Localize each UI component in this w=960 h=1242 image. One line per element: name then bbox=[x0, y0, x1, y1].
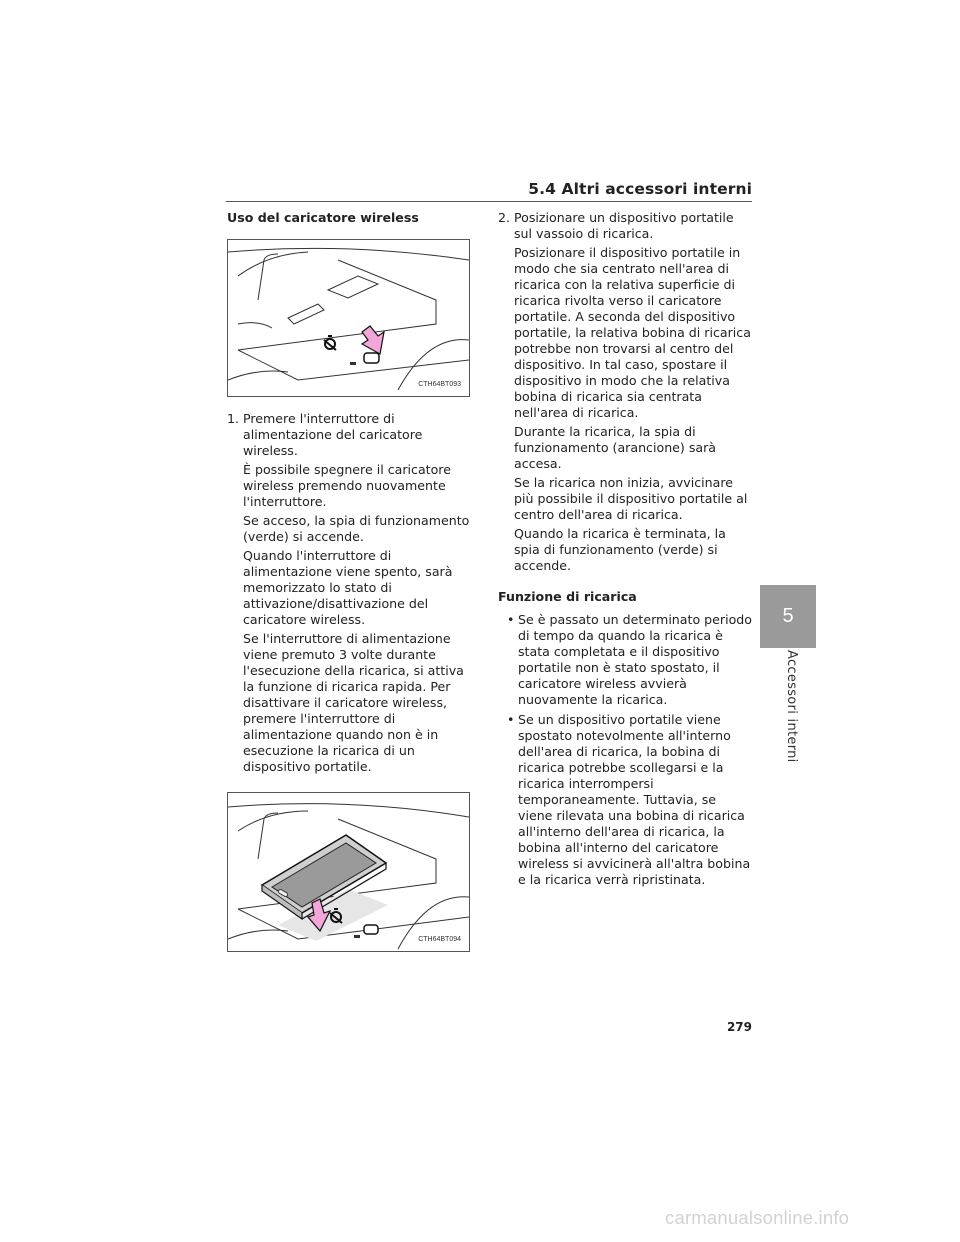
bullet-marker: • bbox=[507, 712, 515, 727]
list-item bbox=[498, 712, 754, 888]
indicator-light bbox=[350, 362, 356, 365]
indicator-light bbox=[354, 935, 360, 938]
step-2-note: Durante la ricarica, la spia di funzionamento (arancione) sarà accesa. bbox=[514, 424, 717, 471]
figure-code: CTH64BT094 bbox=[418, 936, 461, 943]
list-item bbox=[498, 612, 754, 708]
page-number: 279 bbox=[726, 1020, 752, 1034]
left-column bbox=[227, 210, 477, 966]
charger-tray-illustration bbox=[228, 240, 469, 396]
step-2-note: Se la ricarica non inizia, avvicinare più possibile il dispositivo portatile al centro dell'area di ricarica. bbox=[514, 475, 748, 522]
step-1-note: È possibile spegnere il caricatore wireless premendo nuovamente l'interruttore. bbox=[243, 462, 451, 509]
step-2-instruction: Posizionare un dispositivo portatile sul vassoio di ricarica. bbox=[514, 210, 734, 241]
step-1-note: Quando l'interruttore di alimentazione viene spento, sarà memorizzato lo stato di attivazione/disattivazione del caricatore wireless. bbox=[243, 548, 453, 627]
step-2-note: Quando la ricarica è terminata, la spia di funzionamento (verde) si accende. bbox=[514, 526, 726, 573]
power-switch bbox=[364, 925, 378, 934]
step-2 bbox=[498, 210, 754, 577]
section-title-charging-function: Funzione di ricarica bbox=[498, 589, 637, 604]
step-1 bbox=[227, 411, 477, 778]
section-title-usage: Uso del caricatore wireless bbox=[227, 210, 419, 225]
figure-charger-switch bbox=[227, 239, 470, 397]
bullet-marker: • bbox=[507, 612, 515, 627]
header-divider bbox=[226, 201, 752, 202]
list-item-text: Se è passato un determinato periodo di tempo da quando la ricarica è stata completata e il dispositivo portatile non è stato spostato, il caricatore wireless avvierà nuovamente la ricarica. bbox=[518, 612, 752, 707]
page-header-title: 5.4 Altri accessori interni bbox=[528, 180, 752, 198]
chapter-tab bbox=[760, 585, 816, 648]
figure-code: CTH64BT093 bbox=[418, 381, 461, 388]
step-2-note: Posizionare il dispositivo portatile in modo che sia centrato nell'area di ricarica con la relativa superficie di ricarica rivolta verso il caricatore portatile. A seconda del dispositivo portatile, la relativa bobina di ricarica potrebbe non trovarsi al centro del dispositivo. In tal caso, spostare il dispositivo in modo che la relativa bobina di ricarica sia centrata nell'area di ricarica. bbox=[514, 245, 751, 420]
right-column bbox=[498, 210, 754, 892]
step-1-note: Se l'interruttore di alimentazione viene premuto 3 volte durante l'esecuzione della ricarica, si attiva la funzione di ricarica rapida. Per disattivare il caricatore wireless, premere l'interruttore di alimentazione quando non è in esecuzione la ricarica di un dispositivo portatile. bbox=[243, 631, 464, 774]
power-switch bbox=[364, 353, 379, 363]
phone-tray-illustration bbox=[228, 793, 469, 951]
step-1-instruction: Premere l'interruttore di alimentazione del caricatore wireless. bbox=[243, 411, 423, 458]
list-item-text: Se un dispositivo portatile viene spostato notevolmente all'interno dell'area di ricarica, la bobina di ricarica potrebbe scollegarsi e la ricarica interrompersi temporaneamente. Tuttavia, se viene rilevata una bobina di ricarica all'interno dell'area di ricarica, la bobina all'interno del caricatore wireless si avvicinerà all'altra bobina e la ricarica verrà ripristinata. bbox=[518, 712, 751, 887]
step-1-note: Se acceso, la spia di funzionamento (verde) si accende. bbox=[243, 513, 470, 544]
chapter-number: 5 bbox=[782, 605, 794, 627]
chapter-side-label: Accessori interni bbox=[784, 650, 799, 763]
press-arrow bbox=[362, 326, 384, 354]
watermark: carmanualsonline.info bbox=[665, 1207, 850, 1228]
figure-phone-on-tray bbox=[227, 792, 470, 952]
step-number: 2. bbox=[498, 210, 511, 225]
step-number: 1. bbox=[227, 411, 240, 426]
